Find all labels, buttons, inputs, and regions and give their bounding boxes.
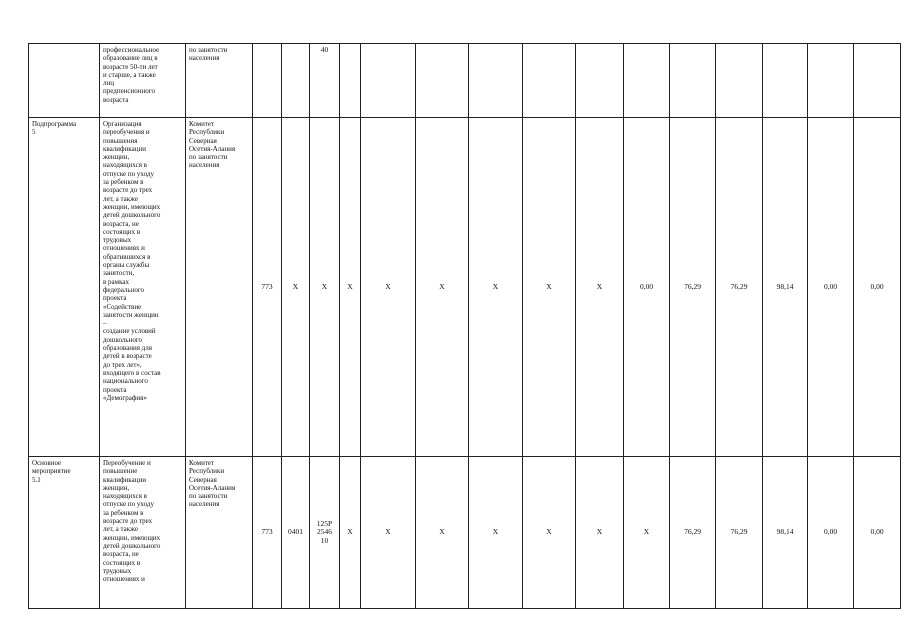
cell-grbs: 773 (253, 457, 282, 609)
cell-csr: 125P 2546 10 (310, 457, 340, 609)
cell-value (716, 44, 763, 118)
cell-value: 0,00 (854, 118, 901, 457)
cell-value: 76,29 (670, 457, 716, 609)
cell-program: Основное мероприятие 5.1 (29, 457, 100, 609)
budget-table (28, 43, 901, 609)
cell-rzpr: X (282, 118, 310, 457)
cell-vr: X (340, 118, 361, 457)
cell-value (416, 44, 469, 118)
cell-value: 0,00 (808, 118, 854, 457)
cell-value (670, 44, 716, 118)
cell-value: X (361, 457, 416, 609)
cell-vr: X (340, 457, 361, 609)
cell-value: X (361, 118, 416, 457)
cell-value (624, 44, 670, 118)
cell-value (808, 44, 854, 118)
cell-value (523, 44, 576, 118)
cell-rzpr (282, 44, 310, 118)
cell-value: 0,00 (624, 118, 670, 457)
cell-csr: 40 (310, 44, 340, 118)
cell-value: 0,00 (808, 457, 854, 609)
cell-executor: Комитет Республики Северная Осетия-Алания по занятости населения (186, 118, 253, 457)
cell-program (29, 44, 100, 118)
cell-value: X (576, 118, 624, 457)
cell-value: 0,00 (854, 457, 901, 609)
cell-value: 98,14 (763, 118, 808, 457)
cell-value (854, 44, 901, 118)
cell-value: 76,29 (670, 118, 716, 457)
cell-executor: Комитет Республики Северная Осетия-Алания по занятости населения (186, 457, 253, 609)
cell-value (469, 44, 523, 118)
cell-description: Организация переобучения и повышения квалификации женщин, находящихся в отпуске по уходу за ребенком в возрасте до трех лет, а также женщин, имеющих детей дошкольного возраста, не состоящих в трудовых отношениях и обратившихся в органы службы занятости, в рамках федерального проекта «Содействие занятости женщин – создание условий дошкольного образования для детей в возрасте до трех лет», входящего в состав национального проекта «Демография» (100, 118, 186, 457)
cell-value (576, 44, 624, 118)
cell-description: Переобучение и повышение квалификации женщин, находящихся в отпуске по уходу за ребенком в возрасте до трех лет, а также женщин, имеющих детей дошкольного возраста, не состоящих в трудовых отношениях и (100, 457, 186, 609)
cell-value: 76,29 (716, 457, 763, 609)
cell-description: профессиональное образование лиц в возрасте 50-ти лет и старше, а также лиц предпенсионного возраста (100, 44, 186, 118)
table-row (29, 118, 901, 457)
cell-value: X (416, 118, 469, 457)
cell-value: X (624, 457, 670, 609)
cell-value: X (469, 457, 523, 609)
cell-value: X (576, 457, 624, 609)
cell-value: X (416, 457, 469, 609)
cell-rzpr: 0401 (282, 457, 310, 609)
cell-grbs: 773 (253, 118, 282, 457)
cell-grbs (253, 44, 282, 118)
table-row (29, 457, 901, 609)
cell-value: 98,14 (763, 457, 808, 609)
cell-value: X (469, 118, 523, 457)
cell-executor: по занятости населения (186, 44, 253, 118)
cell-csr: X (310, 118, 340, 457)
cell-vr (340, 44, 361, 118)
table-row (29, 44, 901, 118)
cell-program: Подпрограмма 5 (29, 118, 100, 457)
cell-value (763, 44, 808, 118)
cell-value (361, 44, 416, 118)
cell-value: X (523, 118, 576, 457)
cell-value: X (523, 457, 576, 609)
cell-value: 76,29 (716, 118, 763, 457)
